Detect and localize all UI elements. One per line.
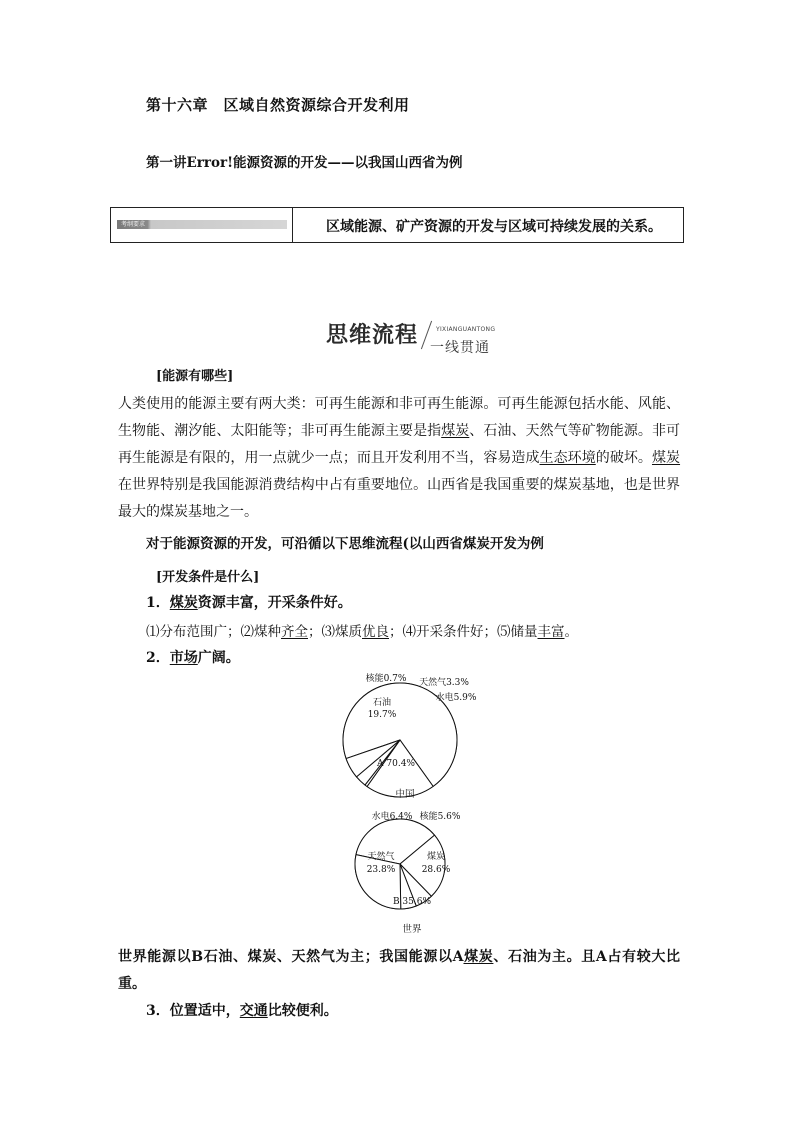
section-heading-conditions: [开发条件是什么] xyxy=(156,570,260,585)
underlined-term: 优良 xyxy=(362,624,389,640)
underlined-term: 生态环境 xyxy=(539,450,596,466)
text-segment: 世界能源以B石油、煤炭、天然气为主；我国能源以A xyxy=(118,949,464,965)
text-segment: ⑴分布范围广；⑵煤种 xyxy=(146,624,281,640)
underlined-term: 煤炭 xyxy=(651,450,681,466)
underlined-term: 煤炭 xyxy=(463,949,494,965)
pie-label: A 70.4% xyxy=(377,759,415,769)
text-segment: 。 xyxy=(564,624,578,640)
intro-line: 对于能源资源的开发，可沿循以下思维流程(以山西省煤炭开发为例 xyxy=(146,536,544,552)
pie-label: 23.8% xyxy=(366,865,396,875)
pie-label: B 35.6% xyxy=(392,897,432,907)
text-segment: 、石油为主。且A占有较大比重。 xyxy=(118,949,680,992)
condition-item-1-detail xyxy=(146,620,578,640)
underlined-term: 丰富 xyxy=(537,624,565,640)
paragraph-comparison xyxy=(118,944,680,998)
text-segment: 、石油、天然气等矿物能源。非可再生能源是有限的，用一点就少一点；而且开发利用不当，容易造成 xyxy=(118,423,681,466)
requirement-text: 区域能源、矿产资源的开发与区域可持续发展的关系。 xyxy=(326,219,662,235)
pie-label: 天然气3.3% xyxy=(419,678,469,688)
banner-subtitle: 一线贯通 xyxy=(430,340,490,356)
pie-chart-china xyxy=(343,672,477,800)
energy-pie-charts xyxy=(300,664,500,944)
item-text: 比较便利。 xyxy=(267,1003,338,1019)
underlined-term: 市场 xyxy=(169,650,198,666)
item-text: 资源丰富，开采条件好。 xyxy=(197,595,352,611)
item-number: 1． xyxy=(146,595,170,611)
banner-title: 思维流程 xyxy=(326,323,419,348)
requirement-box xyxy=(110,207,684,243)
underlined-term: 齐全 xyxy=(281,624,308,640)
condition-item-2 xyxy=(146,647,240,667)
text-segment: 在世界特别是我国能源消费结构中占有重要地位。山西省是我国重要的煤炭基地，也是世界最大的煤炭基地之一。 xyxy=(118,477,680,520)
underlined-term: 煤炭 xyxy=(441,423,470,439)
pie-label: 19.7% xyxy=(367,710,397,720)
requirement-tag: 考纲要求 xyxy=(117,220,287,229)
condition-item-1 xyxy=(146,592,352,612)
lesson-title: 第一讲Error!能源资源的开发——以我国山西省为例 xyxy=(146,155,463,171)
text-segment: ；⑷开采条件好；⑸储量 xyxy=(389,624,538,640)
pie-label: 核能5.6% xyxy=(419,812,461,822)
pie-label: 天然气 xyxy=(367,852,395,862)
text-segment: ；⑶煤质 xyxy=(308,624,362,640)
section-banner xyxy=(326,316,506,360)
item-number: 2． xyxy=(146,650,170,666)
pie-title: 中国 xyxy=(395,789,415,800)
pie-label: 石油 xyxy=(372,698,392,708)
pie-label: 煤炭 xyxy=(426,852,446,862)
section-heading-energy-types: [能源有哪些] xyxy=(156,369,234,384)
item-text: 广阔。 xyxy=(197,650,240,666)
paragraph-energy-types xyxy=(118,391,680,526)
pie-label: 28.6% xyxy=(421,865,451,875)
pie-label: 核能0.7% xyxy=(365,674,407,684)
item-text: 3．位置适中， xyxy=(146,1003,240,1019)
banner-pinyin: YIXIANGUANTONG xyxy=(436,326,496,333)
pie-chart-world xyxy=(355,810,461,935)
chapter-title: 第十六章 区域自然资源综合开发利用 xyxy=(146,96,410,114)
requirement-label-cell xyxy=(111,208,293,242)
pie-title: 世界 xyxy=(402,924,422,935)
text-segment: 的破坏。 xyxy=(595,450,652,466)
underlined-term: 交通 xyxy=(239,1003,268,1019)
text-segment: 人类使用的能源主要有两大类：可再生能源和非可再生能源。可再生能源包括水能、风能、生物能、潮汐能、太阳能等；非可再生能源主要是指 xyxy=(118,396,680,439)
pie-label: 水电5.9% xyxy=(435,693,477,703)
underlined-term: 煤炭 xyxy=(169,595,198,611)
pie-label: 水电6.4% xyxy=(371,812,413,822)
condition-item-3 xyxy=(146,1000,338,1020)
